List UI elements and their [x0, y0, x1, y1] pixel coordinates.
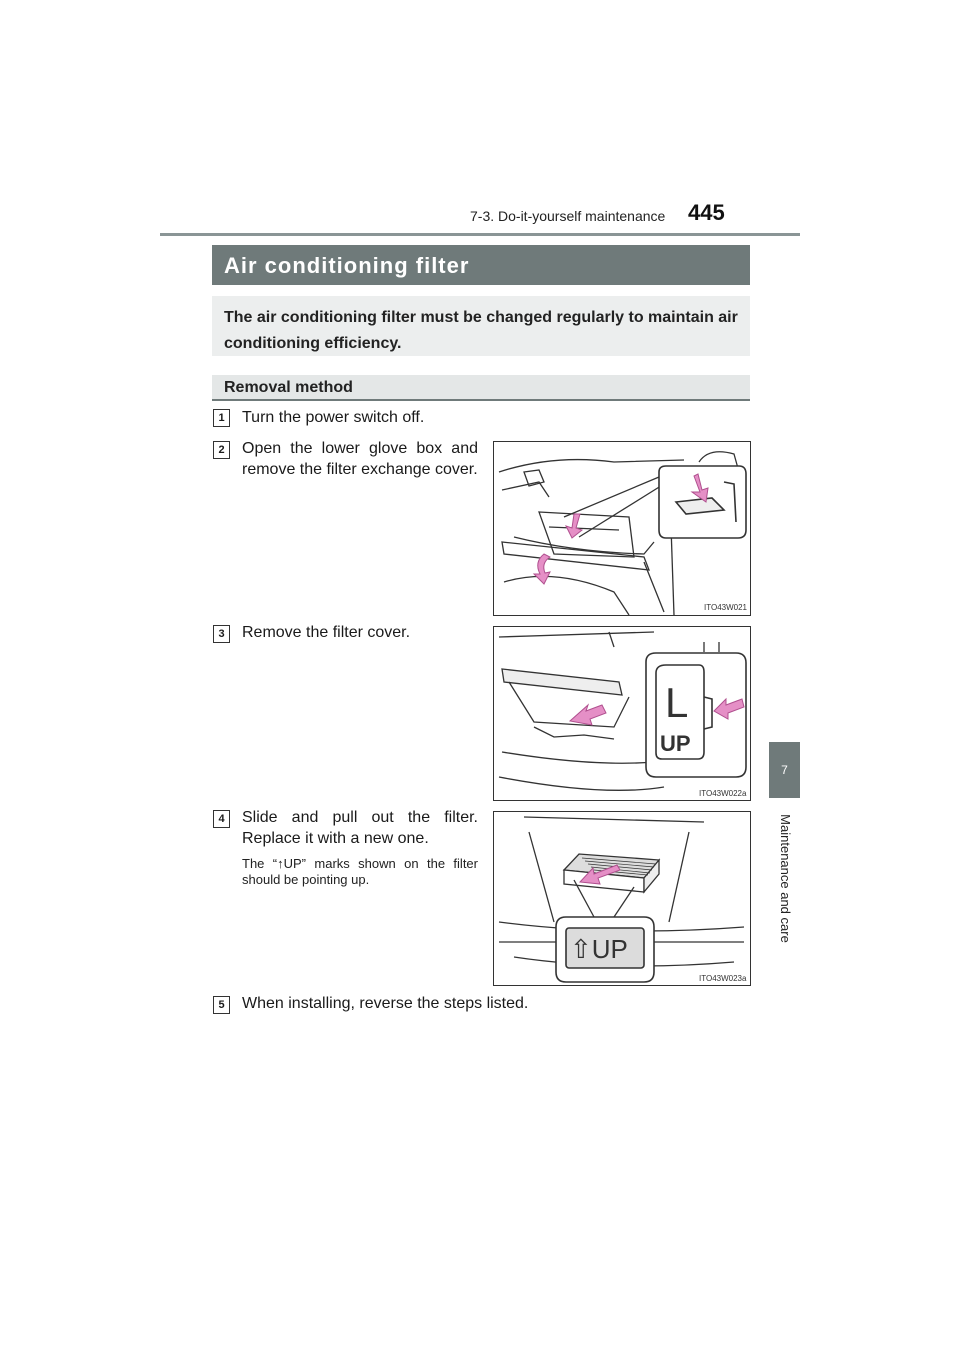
figure-filter-cover	[493, 626, 751, 801]
glove-box-illustration	[494, 442, 750, 615]
step-note-4: The “↑UP” marks shown on the filter should be pointing up.	[242, 856, 478, 887]
intro-text: The air conditioning filter must be changed regularly to maintain air conditioning efficiency.	[212, 296, 750, 356]
chapter-tab: 7	[769, 742, 800, 798]
figure-code-3: ITO43W022a	[699, 789, 747, 798]
step-number-3: 3	[213, 625, 230, 643]
page-title: Air conditioning filter	[212, 245, 750, 285]
figure-filter-slide	[493, 811, 751, 986]
step-text-5: When installing, reverse the steps listed.	[242, 995, 529, 1012]
chapter-label-text: Maintenance and care	[777, 813, 793, 943]
step-number-4: 4	[213, 810, 230, 828]
step-number-5: 5	[213, 996, 230, 1014]
filter-slide-illustration	[494, 812, 750, 985]
step-text-1: Turn the power switch off.	[242, 409, 425, 426]
figure-glove-box	[493, 441, 751, 616]
section-title: 7-3. Do-it-yourself maintenance	[470, 208, 666, 224]
step-text-4: Slide and pull out the filter. Replace it with a new one.	[242, 809, 478, 847]
filter-label-up: ⇧UP	[570, 934, 628, 964]
figure-code-4: ITO43W023a	[699, 974, 747, 983]
step-text-3: Remove the filter cover.	[242, 624, 411, 641]
figure-code-2: ITO43W021	[704, 603, 747, 612]
step-text-2: Open the lower glove box and remove the filter exchange cover.	[242, 440, 478, 478]
filter-cover-illustration	[494, 627, 750, 800]
chapter-label	[770, 806, 800, 950]
step-number-1: 1	[213, 409, 230, 427]
filter-cover-label-l: L	[665, 679, 689, 726]
page-number: 445	[688, 200, 725, 225]
subsection-heading: Removal method	[212, 375, 750, 401]
step-number-2: 2	[213, 441, 230, 459]
header-rule	[160, 233, 800, 236]
filter-cover-label-up: UP	[660, 731, 691, 756]
